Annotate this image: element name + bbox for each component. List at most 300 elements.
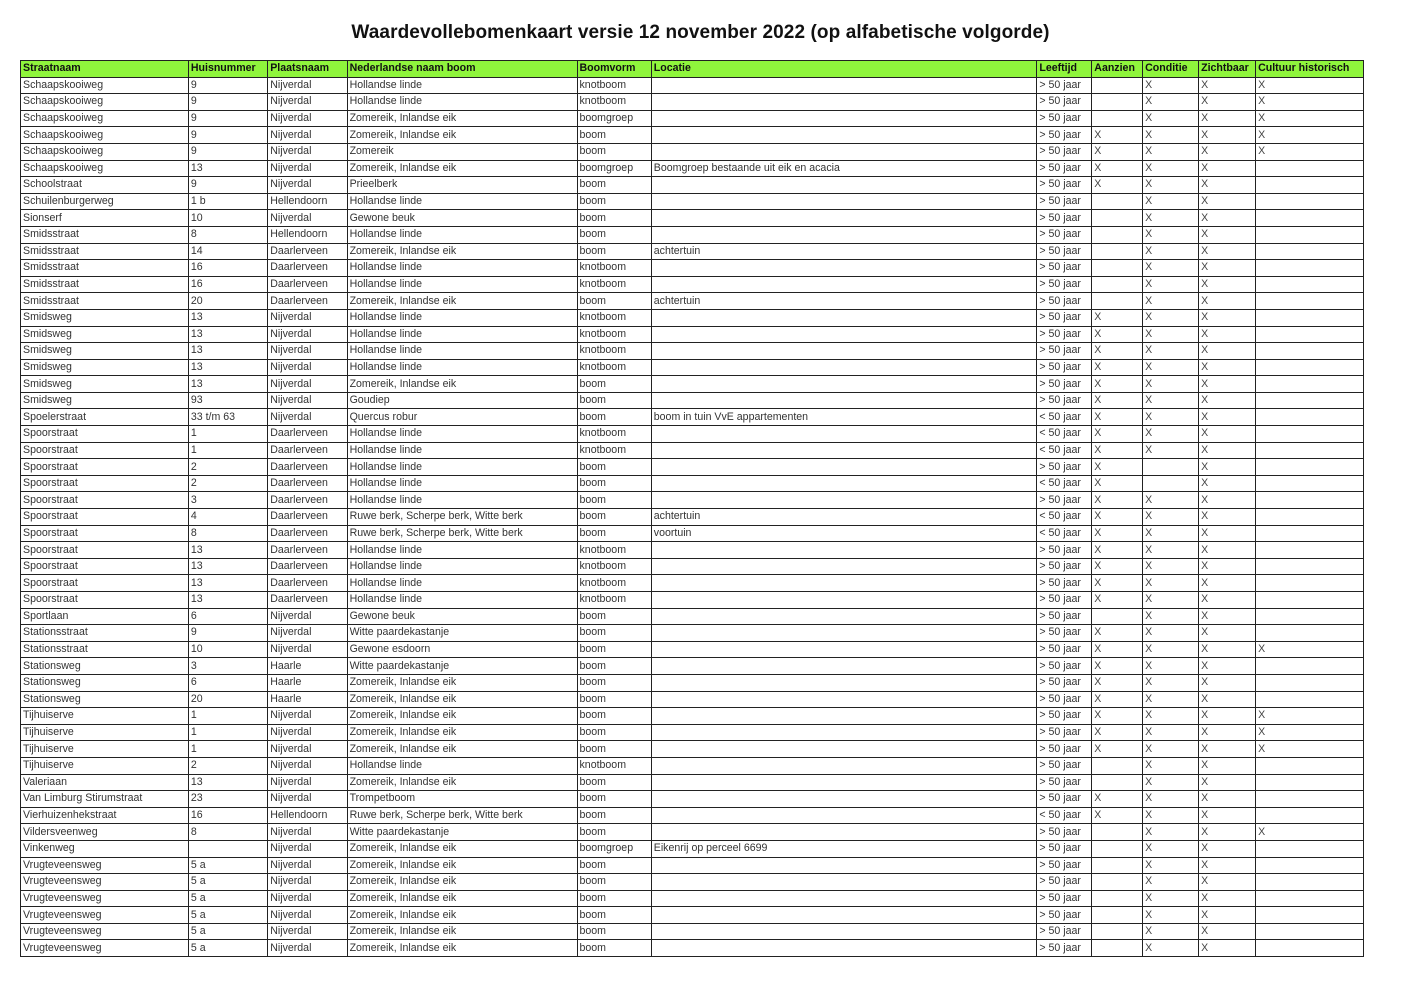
cell-conditie: X bbox=[1143, 757, 1199, 774]
cell-zichtbaar: X bbox=[1199, 309, 1256, 326]
cell-leeftijd: > 50 jaar bbox=[1037, 575, 1092, 592]
cell-zichtbaar: X bbox=[1199, 160, 1256, 177]
cell-straatnaam: Smidsweg bbox=[21, 376, 189, 393]
cell-conditie: X bbox=[1143, 774, 1199, 791]
cell-locatie bbox=[651, 708, 1037, 725]
cell-conditie: X bbox=[1143, 558, 1199, 575]
cell-aanzien: X bbox=[1092, 658, 1143, 675]
cell-zichtbaar: X bbox=[1199, 757, 1256, 774]
cell-zichtbaar: X bbox=[1199, 77, 1256, 94]
cell-locatie bbox=[651, 824, 1037, 841]
cell-leeftijd: > 50 jaar bbox=[1037, 874, 1092, 891]
cell-naam-boom: Zomereik, Inlandse eik bbox=[347, 874, 577, 891]
cell-conditie: X bbox=[1143, 326, 1199, 343]
table-row bbox=[21, 807, 1364, 824]
cell-straatnaam: Tijhuiserve bbox=[21, 741, 189, 758]
cell-boomvorm: boom bbox=[577, 243, 651, 260]
cell-plaatsnaam: Nijverdal bbox=[268, 210, 347, 227]
cell-boomvorm: boom bbox=[577, 691, 651, 708]
cell-straatnaam: Spoorstraat bbox=[21, 492, 189, 509]
cell-locatie bbox=[651, 940, 1037, 957]
cell-huisnummer: 2 bbox=[188, 459, 267, 476]
cell-locatie bbox=[651, 127, 1037, 144]
cell-naam-boom: Zomereik, Inlandse eik bbox=[347, 674, 577, 691]
cell-boomvorm: knotboom bbox=[577, 260, 651, 277]
column-header-cultuur-historisch: Cultuur historisch bbox=[1256, 61, 1364, 78]
cell-boomvorm: knotboom bbox=[577, 309, 651, 326]
cell-locatie bbox=[651, 724, 1037, 741]
table-row bbox=[21, 840, 1364, 857]
cell-straatnaam: Spoorstraat bbox=[21, 525, 189, 542]
cell-boomvorm: knotboom bbox=[577, 359, 651, 376]
cell-naam-boom: Hollandse linde bbox=[347, 475, 577, 492]
cell-boomvorm: boom bbox=[577, 824, 651, 841]
cell-naam-boom: Hollandse linde bbox=[347, 492, 577, 509]
cell-cultuur-historisch bbox=[1256, 558, 1364, 575]
cell-aanzien: X bbox=[1092, 691, 1143, 708]
table-row bbox=[21, 824, 1364, 841]
cell-zichtbaar: X bbox=[1199, 558, 1256, 575]
cell-cultuur-historisch: X bbox=[1256, 94, 1364, 111]
cell-zichtbaar: X bbox=[1199, 791, 1256, 808]
cell-locatie bbox=[651, 592, 1037, 609]
cell-leeftijd: < 50 jaar bbox=[1037, 807, 1092, 824]
table-row bbox=[21, 774, 1364, 791]
cell-zichtbaar: X bbox=[1199, 674, 1256, 691]
cell-zichtbaar: X bbox=[1199, 376, 1256, 393]
cell-boomvorm: boom bbox=[577, 674, 651, 691]
cell-naam-boom: Zomereik, Inlandse eik bbox=[347, 110, 577, 127]
cell-huisnummer: 8 bbox=[188, 824, 267, 841]
cell-plaatsnaam: Nijverdal bbox=[268, 857, 347, 874]
cell-conditie: X bbox=[1143, 110, 1199, 127]
cell-huisnummer: 9 bbox=[188, 77, 267, 94]
cell-straatnaam: Stationsstraat bbox=[21, 625, 189, 642]
cell-conditie: X bbox=[1143, 193, 1199, 210]
cell-aanzien: X bbox=[1092, 475, 1143, 492]
cell-locatie bbox=[651, 741, 1037, 758]
cell-naam-boom: Hollandse linde bbox=[347, 592, 577, 609]
cell-locatie bbox=[651, 542, 1037, 559]
cell-naam-boom: Hollandse linde bbox=[347, 542, 577, 559]
table-row bbox=[21, 940, 1364, 957]
cell-boomvorm: boom bbox=[577, 509, 651, 526]
cell-locatie bbox=[651, 376, 1037, 393]
column-header-huisnummer: Huisnummer bbox=[188, 61, 267, 78]
cell-conditie: X bbox=[1143, 276, 1199, 293]
cell-conditie: X bbox=[1143, 509, 1199, 526]
cell-zichtbaar: X bbox=[1199, 575, 1256, 592]
cell-cultuur-historisch bbox=[1256, 376, 1364, 393]
cell-huisnummer: 5 a bbox=[188, 874, 267, 891]
cell-leeftijd: > 50 jaar bbox=[1037, 293, 1092, 310]
cell-straatnaam: Van Limburg Stirumstraat bbox=[21, 791, 189, 808]
cell-huisnummer: 5 a bbox=[188, 907, 267, 924]
table-row bbox=[21, 193, 1364, 210]
cell-plaatsnaam: Nijverdal bbox=[268, 824, 347, 841]
table-row bbox=[21, 226, 1364, 243]
cell-locatie bbox=[651, 608, 1037, 625]
cell-conditie: X bbox=[1143, 309, 1199, 326]
cell-plaatsnaam: Daarlerveen bbox=[268, 426, 347, 443]
cell-cultuur-historisch bbox=[1256, 409, 1364, 426]
table-row bbox=[21, 492, 1364, 509]
cell-boomvorm: boom bbox=[577, 293, 651, 310]
cell-leeftijd: > 50 jaar bbox=[1037, 641, 1092, 658]
cell-conditie: X bbox=[1143, 492, 1199, 509]
cell-boomvorm: knotboom bbox=[577, 592, 651, 609]
cell-locatie: achtertuin bbox=[651, 293, 1037, 310]
cell-plaatsnaam: Nijverdal bbox=[268, 708, 347, 725]
cell-plaatsnaam: Nijverdal bbox=[268, 757, 347, 774]
cell-zichtbaar: X bbox=[1199, 293, 1256, 310]
cell-straatnaam: Smidsstraat bbox=[21, 226, 189, 243]
cell-aanzien bbox=[1092, 226, 1143, 243]
cell-plaatsnaam: Nijverdal bbox=[268, 143, 347, 160]
table-row bbox=[21, 309, 1364, 326]
cell-aanzien bbox=[1092, 94, 1143, 111]
cell-plaatsnaam: Nijverdal bbox=[268, 923, 347, 940]
cell-boomvorm: boom bbox=[577, 608, 651, 625]
cell-boomvorm: boom bbox=[577, 791, 651, 808]
cell-straatnaam: Vinkenweg bbox=[21, 840, 189, 857]
cell-straatnaam: Spoorstraat bbox=[21, 475, 189, 492]
cell-zichtbaar: X bbox=[1199, 392, 1256, 409]
cell-straatnaam: Tijhuiserve bbox=[21, 724, 189, 741]
cell-leeftijd: > 50 jaar bbox=[1037, 492, 1092, 509]
cell-huisnummer: 13 bbox=[188, 774, 267, 791]
cell-naam-boom: Zomereik, Inlandse eik bbox=[347, 857, 577, 874]
cell-naam-boom: Hollandse linde bbox=[347, 226, 577, 243]
cell-boomvorm: boom bbox=[577, 708, 651, 725]
cell-zichtbaar: X bbox=[1199, 276, 1256, 293]
cell-conditie: X bbox=[1143, 890, 1199, 907]
cell-locatie bbox=[651, 857, 1037, 874]
cell-huisnummer: 13 bbox=[188, 376, 267, 393]
cell-plaatsnaam: Hellendoorn bbox=[268, 807, 347, 824]
cell-straatnaam: Smidsweg bbox=[21, 392, 189, 409]
cell-conditie: X bbox=[1143, 625, 1199, 642]
cell-zichtbaar: X bbox=[1199, 724, 1256, 741]
cell-zichtbaar: X bbox=[1199, 874, 1256, 891]
cell-straatnaam: Smidsstraat bbox=[21, 260, 189, 277]
cell-cultuur-historisch bbox=[1256, 840, 1364, 857]
cell-plaatsnaam: Nijverdal bbox=[268, 608, 347, 625]
cell-naam-boom: Zomereik, Inlandse eik bbox=[347, 376, 577, 393]
cell-aanzien: X bbox=[1092, 741, 1143, 758]
table-row bbox=[21, 691, 1364, 708]
cell-naam-boom: Zomereik bbox=[347, 143, 577, 160]
cell-cultuur-historisch bbox=[1256, 857, 1364, 874]
cell-straatnaam: Smidsweg bbox=[21, 343, 189, 360]
cell-leeftijd: > 50 jaar bbox=[1037, 708, 1092, 725]
cell-aanzien bbox=[1092, 260, 1143, 277]
cell-straatnaam: Schuilenburgerweg bbox=[21, 193, 189, 210]
table-row bbox=[21, 708, 1364, 725]
cell-locatie bbox=[651, 143, 1037, 160]
cell-conditie bbox=[1143, 475, 1199, 492]
cell-aanzien: X bbox=[1092, 674, 1143, 691]
cell-boomvorm: boomgroep bbox=[577, 840, 651, 857]
cell-naam-boom: Hollandse linde bbox=[347, 426, 577, 443]
cell-naam-boom: Hollandse linde bbox=[347, 558, 577, 575]
cell-huisnummer: 1 b bbox=[188, 193, 267, 210]
cell-cultuur-historisch bbox=[1256, 326, 1364, 343]
cell-plaatsnaam: Nijverdal bbox=[268, 741, 347, 758]
cell-straatnaam: Valeriaan bbox=[21, 774, 189, 791]
cell-plaatsnaam: Nijverdal bbox=[268, 359, 347, 376]
cell-straatnaam: Stationsweg bbox=[21, 658, 189, 675]
cell-naam-boom: Zomereik, Inlandse eik bbox=[347, 293, 577, 310]
cell-straatnaam: Spoorstraat bbox=[21, 442, 189, 459]
page-title: Waardevollebomenkaart versie 12 november 2022 (op alfabetische volgorde) bbox=[351, 22, 1050, 43]
cell-leeftijd: > 50 jaar bbox=[1037, 691, 1092, 708]
cell-straatnaam: Smidsstraat bbox=[21, 276, 189, 293]
cell-huisnummer: 3 bbox=[188, 658, 267, 675]
cell-cultuur-historisch bbox=[1256, 260, 1364, 277]
cell-aanzien: X bbox=[1092, 459, 1143, 476]
cell-naam-boom: Zomereik, Inlandse eik bbox=[347, 691, 577, 708]
cell-boomvorm: boomgroep bbox=[577, 160, 651, 177]
cell-zichtbaar: X bbox=[1199, 442, 1256, 459]
cell-leeftijd: > 50 jaar bbox=[1037, 309, 1092, 326]
cell-cultuur-historisch bbox=[1256, 226, 1364, 243]
cell-huisnummer: 9 bbox=[188, 94, 267, 111]
cell-cultuur-historisch bbox=[1256, 442, 1364, 459]
cell-zichtbaar: X bbox=[1199, 226, 1256, 243]
cell-straatnaam: Sportlaan bbox=[21, 608, 189, 625]
cell-huisnummer bbox=[188, 840, 267, 857]
table-row bbox=[21, 857, 1364, 874]
table-row bbox=[21, 874, 1364, 891]
cell-leeftijd: > 50 jaar bbox=[1037, 326, 1092, 343]
cell-plaatsnaam: Nijverdal bbox=[268, 177, 347, 194]
cell-boomvorm: boomgroep bbox=[577, 110, 651, 127]
table-row bbox=[21, 558, 1364, 575]
cell-huisnummer: 1 bbox=[188, 741, 267, 758]
cell-naam-boom: Hollandse linde bbox=[347, 94, 577, 111]
cell-aanzien bbox=[1092, 243, 1143, 260]
cell-naam-boom: Hollandse linde bbox=[347, 459, 577, 476]
cell-locatie bbox=[651, 177, 1037, 194]
cell-naam-boom: Hollandse linde bbox=[347, 442, 577, 459]
cell-naam-boom: Ruwe berk, Scherpe berk, Witte berk bbox=[347, 525, 577, 542]
cell-boomvorm: knotboom bbox=[577, 326, 651, 343]
cell-aanzien: X bbox=[1092, 492, 1143, 509]
cell-plaatsnaam: Nijverdal bbox=[268, 409, 347, 426]
cell-conditie: X bbox=[1143, 392, 1199, 409]
table-row bbox=[21, 575, 1364, 592]
cell-cultuur-historisch bbox=[1256, 625, 1364, 642]
cell-cultuur-historisch bbox=[1256, 674, 1364, 691]
cell-cultuur-historisch bbox=[1256, 923, 1364, 940]
cell-straatnaam: Schaapskooiweg bbox=[21, 77, 189, 94]
cell-locatie: boom in tuin VvE appartementen bbox=[651, 409, 1037, 426]
cell-zichtbaar: X bbox=[1199, 857, 1256, 874]
cell-huisnummer: 9 bbox=[188, 110, 267, 127]
cell-straatnaam: Spoorstraat bbox=[21, 509, 189, 526]
cell-huisnummer: 13 bbox=[188, 160, 267, 177]
cell-boomvorm: knotboom bbox=[577, 442, 651, 459]
cell-plaatsnaam: Nijverdal bbox=[268, 376, 347, 393]
cell-naam-boom: Zomereik, Inlandse eik bbox=[347, 890, 577, 907]
cell-straatnaam: Vrugteveensweg bbox=[21, 940, 189, 957]
cell-locatie: Boomgroep bestaande uit eik en acacia bbox=[651, 160, 1037, 177]
cell-naam-boom: Zomereik, Inlandse eik bbox=[347, 724, 577, 741]
cell-cultuur-historisch bbox=[1256, 243, 1364, 260]
cell-locatie bbox=[651, 359, 1037, 376]
cell-cultuur-historisch bbox=[1256, 509, 1364, 526]
table-row bbox=[21, 293, 1364, 310]
cell-locatie bbox=[651, 459, 1037, 476]
cell-huisnummer: 13 bbox=[188, 326, 267, 343]
cell-cultuur-historisch: X bbox=[1256, 708, 1364, 725]
cell-straatnaam: Vrugteveensweg bbox=[21, 890, 189, 907]
cell-leeftijd: > 50 jaar bbox=[1037, 658, 1092, 675]
cell-locatie bbox=[651, 260, 1037, 277]
cell-boomvorm: boom bbox=[577, 940, 651, 957]
cell-naam-boom: Hollandse linde bbox=[347, 343, 577, 360]
cell-aanzien bbox=[1092, 193, 1143, 210]
cell-zichtbaar: X bbox=[1199, 343, 1256, 360]
table-row bbox=[21, 160, 1364, 177]
cell-boomvorm: boom bbox=[577, 392, 651, 409]
cell-boomvorm: knotboom bbox=[577, 426, 651, 443]
cell-conditie: X bbox=[1143, 426, 1199, 443]
cell-cultuur-historisch bbox=[1256, 193, 1364, 210]
cell-plaatsnaam: Nijverdal bbox=[268, 874, 347, 891]
cell-leeftijd: > 50 jaar bbox=[1037, 857, 1092, 874]
cell-boomvorm: boom bbox=[577, 907, 651, 924]
cell-aanzien: X bbox=[1092, 177, 1143, 194]
cell-locatie: achtertuin bbox=[651, 243, 1037, 260]
table-row bbox=[21, 326, 1364, 343]
cell-plaatsnaam: Haarle bbox=[268, 658, 347, 675]
cell-plaatsnaam: Nijverdal bbox=[268, 343, 347, 360]
table-row bbox=[21, 592, 1364, 609]
cell-cultuur-historisch bbox=[1256, 210, 1364, 227]
cell-leeftijd: > 50 jaar bbox=[1037, 907, 1092, 924]
cell-naam-boom: Zomereik, Inlandse eik bbox=[347, 741, 577, 758]
cell-huisnummer: 13 bbox=[188, 542, 267, 559]
cell-zichtbaar: X bbox=[1199, 210, 1256, 227]
cell-huisnummer: 9 bbox=[188, 177, 267, 194]
cell-cultuur-historisch bbox=[1256, 293, 1364, 310]
cell-huisnummer: 93 bbox=[188, 392, 267, 409]
cell-straatnaam: Tijhuiserve bbox=[21, 757, 189, 774]
cell-aanzien bbox=[1092, 940, 1143, 957]
cell-cultuur-historisch bbox=[1256, 691, 1364, 708]
column-header-plaatsnaam: Plaatsnaam bbox=[268, 61, 347, 78]
cell-plaatsnaam: Nijverdal bbox=[268, 625, 347, 642]
cell-locatie bbox=[651, 276, 1037, 293]
cell-zichtbaar: X bbox=[1199, 907, 1256, 924]
column-header-leeftijd: Leeftijd bbox=[1037, 61, 1092, 78]
cell-zichtbaar: X bbox=[1199, 525, 1256, 542]
cell-zichtbaar: X bbox=[1199, 658, 1256, 675]
cell-plaatsnaam: Nijverdal bbox=[268, 890, 347, 907]
table-row bbox=[21, 276, 1364, 293]
cell-straatnaam: Vierhuizenhekstraat bbox=[21, 807, 189, 824]
cell-conditie: X bbox=[1143, 409, 1199, 426]
cell-plaatsnaam: Nijverdal bbox=[268, 326, 347, 343]
cell-straatnaam: Schaapskooiweg bbox=[21, 160, 189, 177]
table-row bbox=[21, 359, 1364, 376]
cell-naam-boom: Hollandse linde bbox=[347, 77, 577, 94]
table-row bbox=[21, 127, 1364, 144]
cell-huisnummer: 9 bbox=[188, 625, 267, 642]
cell-cultuur-historisch bbox=[1256, 359, 1364, 376]
cell-huisnummer: 6 bbox=[188, 674, 267, 691]
table-row bbox=[21, 409, 1364, 426]
cell-huisnummer: 13 bbox=[188, 309, 267, 326]
table-row bbox=[21, 625, 1364, 642]
cell-conditie: X bbox=[1143, 592, 1199, 609]
cell-zichtbaar: X bbox=[1199, 940, 1256, 957]
cell-locatie: voortuin bbox=[651, 525, 1037, 542]
cell-locatie: Eikenrij op perceel 6699 bbox=[651, 840, 1037, 857]
cell-conditie: X bbox=[1143, 77, 1199, 94]
cell-cultuur-historisch bbox=[1256, 475, 1364, 492]
cell-conditie: X bbox=[1143, 525, 1199, 542]
cell-huisnummer: 2 bbox=[188, 757, 267, 774]
cell-locatie bbox=[651, 625, 1037, 642]
cell-cultuur-historisch bbox=[1256, 459, 1364, 476]
cell-conditie: X bbox=[1143, 824, 1199, 841]
cell-aanzien: X bbox=[1092, 641, 1143, 658]
cell-huisnummer: 10 bbox=[188, 210, 267, 227]
cell-aanzien: X bbox=[1092, 392, 1143, 409]
cell-boomvorm: boom bbox=[577, 492, 651, 509]
table-row bbox=[21, 741, 1364, 758]
cell-conditie: X bbox=[1143, 542, 1199, 559]
cell-plaatsnaam: Daarlerveen bbox=[268, 442, 347, 459]
column-header-conditie: Conditie bbox=[1143, 61, 1199, 78]
cell-locatie bbox=[651, 874, 1037, 891]
cell-naam-boom: Trompetboom bbox=[347, 791, 577, 808]
cell-zichtbaar: X bbox=[1199, 127, 1256, 144]
cell-zichtbaar: X bbox=[1199, 824, 1256, 841]
cell-locatie bbox=[651, 907, 1037, 924]
cell-huisnummer: 1 bbox=[188, 708, 267, 725]
cell-boomvorm: boom bbox=[577, 658, 651, 675]
cell-conditie: X bbox=[1143, 708, 1199, 725]
cell-conditie: X bbox=[1143, 940, 1199, 957]
cell-conditie: X bbox=[1143, 923, 1199, 940]
cell-locatie bbox=[651, 674, 1037, 691]
cell-aanzien: X bbox=[1092, 376, 1143, 393]
cell-plaatsnaam: Nijverdal bbox=[268, 940, 347, 957]
cell-naam-boom: Hollandse linde bbox=[347, 757, 577, 774]
cell-aanzien bbox=[1092, 907, 1143, 924]
cell-aanzien: X bbox=[1092, 127, 1143, 144]
cell-leeftijd: > 50 jaar bbox=[1037, 276, 1092, 293]
cell-conditie: X bbox=[1143, 741, 1199, 758]
cell-aanzien: X bbox=[1092, 442, 1143, 459]
cell-cultuur-historisch bbox=[1256, 774, 1364, 791]
cell-boomvorm: knotboom bbox=[577, 276, 651, 293]
cell-locatie bbox=[651, 392, 1037, 409]
cell-zichtbaar: X bbox=[1199, 326, 1256, 343]
table-row bbox=[21, 210, 1364, 227]
cell-leeftijd: > 50 jaar bbox=[1037, 890, 1092, 907]
cell-plaatsnaam: Nijverdal bbox=[268, 724, 347, 741]
header-row bbox=[21, 61, 1364, 78]
cell-naam-boom: Witte paardekastanje bbox=[347, 625, 577, 642]
cell-naam-boom: Zomereik, Inlandse eik bbox=[347, 774, 577, 791]
cell-boomvorm: knotboom bbox=[577, 343, 651, 360]
cell-huisnummer: 33 t/m 63 bbox=[188, 409, 267, 426]
